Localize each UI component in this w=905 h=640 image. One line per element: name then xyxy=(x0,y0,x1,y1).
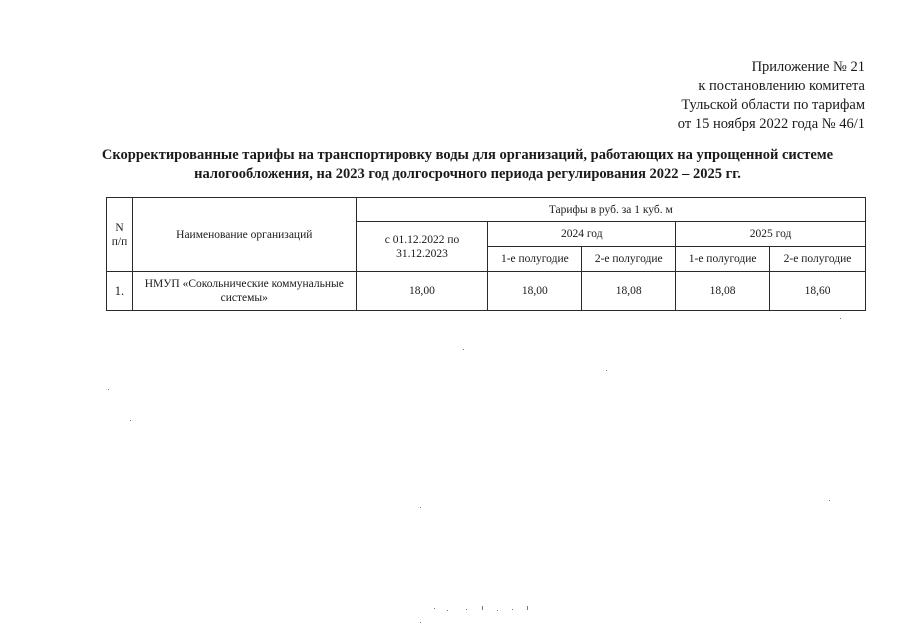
row-value-2024-h1: 18,00 xyxy=(488,272,582,311)
row-value-2025-h2: 18,60 xyxy=(770,272,866,311)
title-line-2: налогообложения, на 2023 год долгосрочного периода регулирования 2022 – 2025 гг. xyxy=(194,166,741,182)
annex-line-1: Приложение № 21 xyxy=(751,59,865,75)
header-num: N п/п xyxy=(107,198,133,272)
row-org: НМУП «Сокольнические коммунальные системы» xyxy=(132,272,356,311)
table-row xyxy=(107,272,866,311)
header-tariffs: Тарифы в руб. за 1 куб. м xyxy=(356,198,865,222)
row-value-2023: 18,00 xyxy=(356,272,488,311)
header-org: Наименование организаций xyxy=(132,198,356,272)
annex-line-2: к постановлению комитета xyxy=(698,78,865,94)
title-line-1: Скорректированные тарифы на транспортировку воды для организаций, работающих на упрощенной системе xyxy=(101,147,834,163)
row-value-2025-h1: 18,08 xyxy=(676,272,770,311)
header-year-2025: 2025 год xyxy=(676,222,866,247)
tariff-table xyxy=(106,197,866,311)
row-value-2024-h2: 18,08 xyxy=(582,272,676,311)
document-title xyxy=(60,146,875,184)
header-period-2023: с 01.12.2022 по 31.12.2023 xyxy=(356,222,488,272)
header-2025-half-1: 1-е полугодие xyxy=(676,247,770,272)
header-2024-half-2: 2-е полугодие xyxy=(582,247,676,272)
row-num: 1. xyxy=(107,272,133,311)
annex-line-3: Тульской области по тарифам xyxy=(681,97,865,113)
annex-line-4: от 15 ноября 2022 года № 46/1 xyxy=(677,116,865,132)
header-row-1 xyxy=(107,198,866,222)
header-2025-half-2: 2-е полугодие xyxy=(770,247,866,272)
annex-block xyxy=(678,58,865,134)
header-2024-half-1: 1-е полугодие xyxy=(488,247,582,272)
header-year-2024: 2024 год xyxy=(488,222,676,247)
